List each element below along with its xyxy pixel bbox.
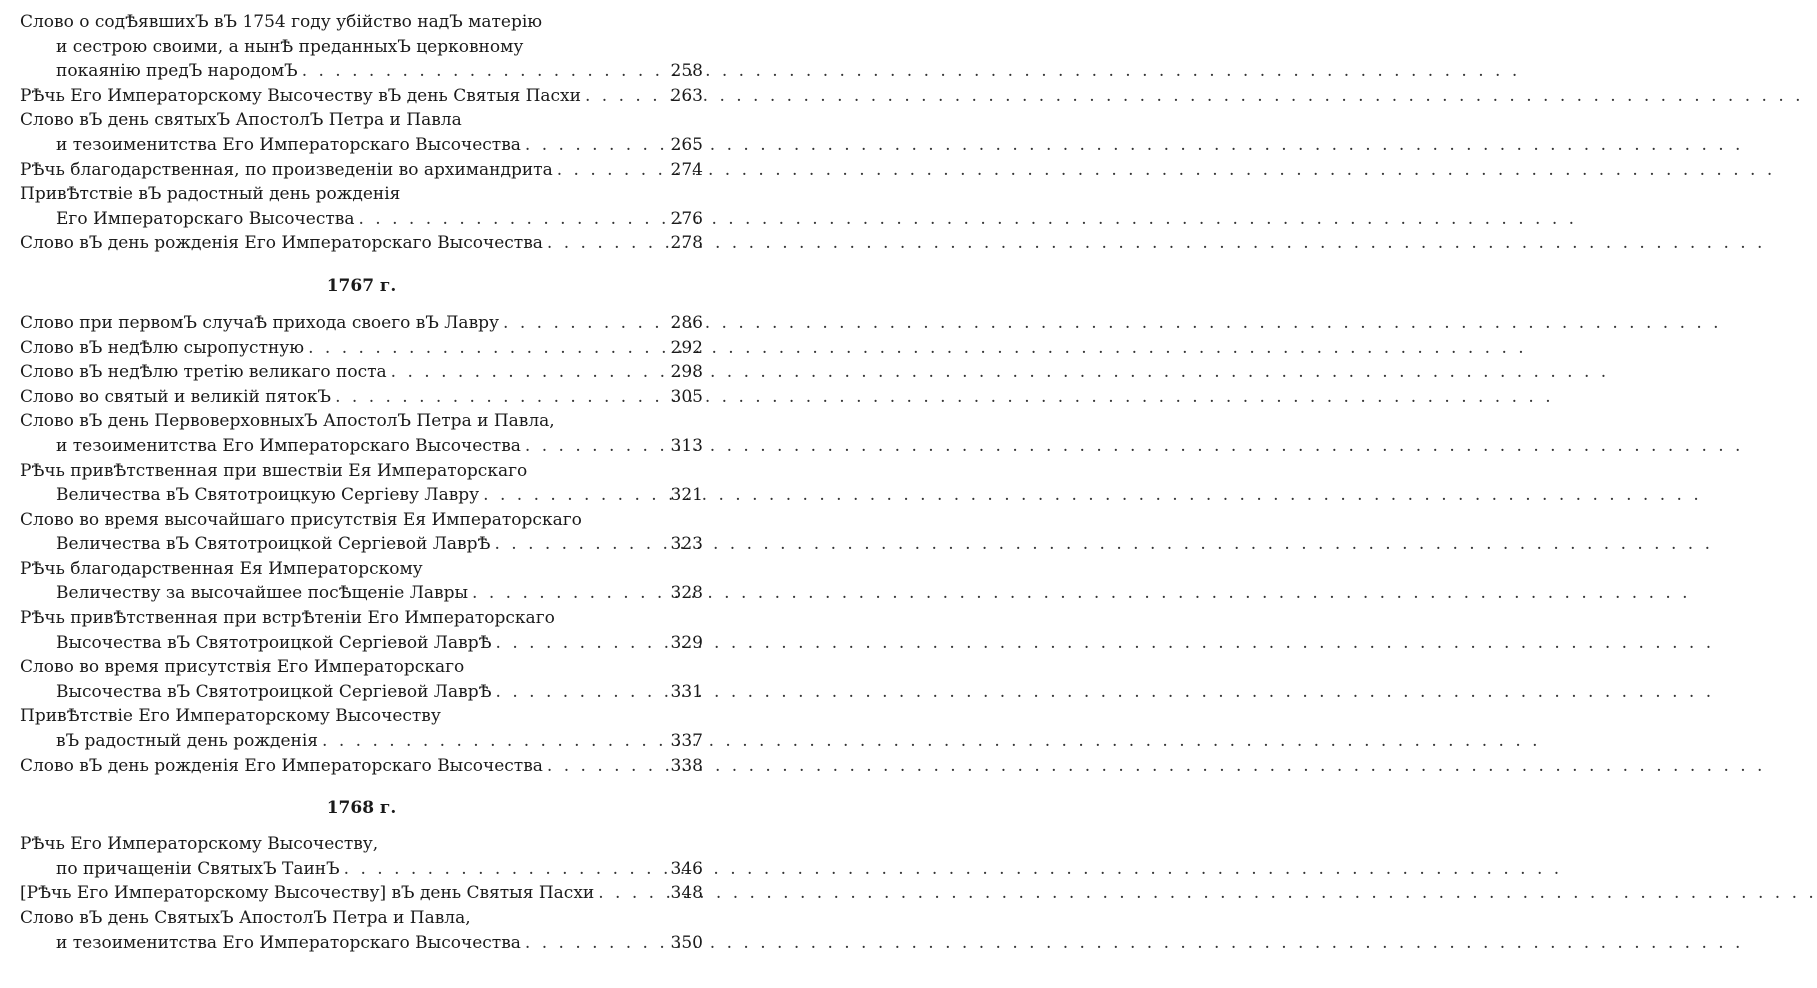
toc-group-1768 xyxy=(20,832,703,955)
entry-title-text: Слово вЪ недѢлю третію великаго поста xyxy=(20,362,387,383)
entry-title-text: Слово вЪ день святыхЪ АпостолЪ Петра и Павла xyxy=(20,110,462,131)
page-number: 298 xyxy=(670,362,703,383)
entry-title-text: РѢчь привѢтственная при вшествіи Ея Императорскаго xyxy=(20,460,528,481)
entry-title-text: Слово о содѢявшихЪ вЪ 1754 году убійство надЪ матерію xyxy=(20,12,543,32)
toc-entry-line xyxy=(20,231,703,256)
page-number: 337 xyxy=(670,731,703,752)
dot-leader xyxy=(391,360,667,385)
toc-entry-line xyxy=(20,133,703,158)
toc-entry-line xyxy=(20,360,703,385)
toc-entry xyxy=(20,655,703,704)
table-of-contents xyxy=(20,10,703,955)
dot-leader xyxy=(308,336,666,361)
toc-entry xyxy=(20,606,703,655)
toc-entry xyxy=(20,459,703,508)
page-number: 331 xyxy=(670,681,703,702)
dot-leader xyxy=(496,680,667,705)
entry-title-text: РѢчь благодарственная, по произведеніи во архимандрита xyxy=(20,159,553,180)
page-number: 258 xyxy=(670,61,703,82)
entry-title-text: Величества вЪ Святотроицкую Сергіеву Лавру xyxy=(56,485,480,506)
toc-entry xyxy=(20,182,703,231)
toc-entry-line xyxy=(20,606,703,631)
toc-entry-line xyxy=(20,729,703,754)
toc-entry-line xyxy=(20,459,703,484)
toc-entry xyxy=(20,385,703,410)
toc-entry-line xyxy=(20,207,703,232)
dot-leader xyxy=(358,207,666,232)
entry-title-text: и сестрою своими, а нынѢ преданныхЪ церковному xyxy=(56,36,524,57)
entry-title-text: РѢчь Его Императорскому Высочеству вЪ день Святыя Пасхи xyxy=(20,85,581,106)
dot-leader xyxy=(547,231,667,256)
toc-entry-line xyxy=(20,84,703,109)
toc-entry xyxy=(20,832,703,881)
entry-title-text: и тезоименитства Его Императорскаго Высочества xyxy=(56,435,521,456)
dot-leader xyxy=(483,483,666,508)
toc-entry xyxy=(20,311,703,336)
toc-entry-line xyxy=(20,857,703,882)
toc-entry-line xyxy=(20,557,703,582)
page-number: 305 xyxy=(670,386,703,407)
dot-leader xyxy=(503,311,667,336)
toc-entry-line xyxy=(20,311,703,336)
entry-title-text: ПривѢтствіе вЪ радостный день рожденія xyxy=(20,184,401,205)
toc-entry xyxy=(20,557,703,606)
toc-entry-line xyxy=(20,158,703,183)
toc-entry xyxy=(20,108,703,157)
toc-entry-line xyxy=(20,704,703,729)
entry-title-text: Его Императорскаго Высочества xyxy=(56,208,355,229)
toc-entry xyxy=(20,704,703,753)
toc-entry-line xyxy=(20,832,703,857)
toc-entry xyxy=(20,10,703,84)
dot-leader xyxy=(525,434,667,459)
toc-entry-line xyxy=(20,581,703,606)
toc-entry-line xyxy=(20,881,703,906)
toc-entry-line xyxy=(20,532,703,557)
toc-entry-line xyxy=(20,59,703,84)
toc-entry xyxy=(20,508,703,557)
entry-title-text: [РѢчь Его Императорскому Высочеству] вЪ день Святыя Пасхи xyxy=(20,883,595,904)
page-number: 348 xyxy=(670,883,703,904)
toc-entry-line xyxy=(20,409,703,434)
dot-leader xyxy=(547,754,667,779)
entry-title-text: Слово во время высочайшаго присутствія Ея Императорскаго xyxy=(20,509,582,530)
page-number: 313 xyxy=(670,435,703,456)
toc-entry-line xyxy=(20,754,703,779)
dot-leader xyxy=(472,581,667,606)
entry-title-text: Слово вЪ недѢлю сыропустную xyxy=(20,337,305,358)
toc-page xyxy=(0,0,716,988)
toc-entry-line xyxy=(20,655,703,680)
toc-entry xyxy=(20,409,703,458)
entry-title-text: Слово вЪ день ПервоверховныхЪ АпостолЪ Петра и Павла, xyxy=(20,411,555,432)
page-number: 346 xyxy=(670,858,703,879)
toc-entry-line xyxy=(20,35,703,60)
toc-entry xyxy=(20,906,703,955)
toc-entry xyxy=(20,158,703,183)
toc-group-1766 xyxy=(20,10,703,256)
page-number: 278 xyxy=(670,233,703,254)
entry-title-text: Слово вЪ день рожденія Его Императорскаго Высочества xyxy=(20,755,543,776)
toc-entry xyxy=(20,360,703,385)
entry-title-text: РѢчь благодарственная Ея Императорскому xyxy=(20,558,423,579)
entry-title-text: Величества вЪ Святотроицкой Сергіевой ЛаврѢ xyxy=(56,534,491,555)
toc-entry-line xyxy=(20,385,703,410)
toc-entry-line xyxy=(20,182,703,207)
entry-title-text: РѢчь Его Императорскому Высочеству, xyxy=(20,834,379,855)
dot-leader xyxy=(585,84,667,109)
dot-leader xyxy=(557,158,667,183)
entry-title-text: Высочества вЪ Святотроицкой Сергіевой ЛаврѢ xyxy=(56,632,492,653)
entry-title-text: покаянію предЪ народомЪ xyxy=(56,61,298,82)
entry-title-text: вЪ радостный день рожденія xyxy=(56,731,319,752)
dot-leader xyxy=(525,133,667,158)
dot-leader xyxy=(322,729,667,754)
page-number: 292 xyxy=(670,337,703,358)
toc-entry-line xyxy=(20,906,703,931)
year-heading-1768: 1768 г. xyxy=(326,798,397,819)
entry-title-text: и тезоименитства Его Императорскаго Высочества xyxy=(56,134,521,155)
entry-title-text: Слово вЪ день СвятыхЪ АпостолЪ Петра и Павла, xyxy=(20,908,471,928)
page-number: 328 xyxy=(670,583,703,604)
entry-title-text: Слово во время присутствія Его Императорскаго xyxy=(20,657,465,678)
toc-entry xyxy=(20,84,703,109)
toc-entry-line xyxy=(20,483,703,508)
entry-title-text: РѢчь привѢтственная при встрѢтеніи Его Императорскаго xyxy=(20,608,555,629)
page-number: 350 xyxy=(670,932,703,953)
toc-entry-line xyxy=(20,508,703,533)
toc-entry-line xyxy=(20,434,703,459)
page-number: 274 xyxy=(670,159,703,180)
toc-entry-line xyxy=(20,108,703,133)
dot-leader xyxy=(302,59,667,84)
toc-entry xyxy=(20,336,703,361)
page-number: 338 xyxy=(670,755,703,776)
toc-entry-line xyxy=(20,336,703,361)
toc-entry-line xyxy=(20,931,703,956)
dot-leader xyxy=(335,385,666,410)
entry-title-text: Высочества вЪ Святотроицкой Сергіевой ЛаврѢ xyxy=(56,681,492,702)
entry-title-text: Величеству за высочайшее посѢщеніе Лавры xyxy=(56,583,469,604)
page-number: 323 xyxy=(670,534,703,555)
entry-title-text: Слово при первомЪ случаѢ прихода своего вЪ Лавру xyxy=(20,312,500,333)
entry-title-text: по причащеніи СвятыхЪ ТаинЪ xyxy=(56,858,340,879)
page-number: 276 xyxy=(670,208,703,229)
page-number: 286 xyxy=(670,312,703,333)
year-heading-1767: 1767 г. xyxy=(326,275,397,296)
toc-entry-line xyxy=(20,680,703,705)
page-number: 329 xyxy=(670,632,703,653)
dot-leader xyxy=(494,532,666,557)
entry-title-text: Слово во святый и великій пятокЪ xyxy=(20,386,332,407)
dot-leader xyxy=(525,931,667,956)
entry-title-text: Слово вЪ день рожденія Его Императорскаго Высочества xyxy=(20,233,543,254)
page-number: 265 xyxy=(670,134,703,155)
dot-leader xyxy=(598,881,666,906)
toc-group-1767 xyxy=(20,311,703,778)
page-number: 263 xyxy=(670,85,703,106)
toc-entry xyxy=(20,231,703,256)
toc-entry xyxy=(20,754,703,779)
toc-entry-line xyxy=(20,631,703,656)
page-number: 321 xyxy=(670,485,703,506)
toc-entry-line xyxy=(20,10,703,35)
dot-leader xyxy=(496,631,667,656)
toc-entry xyxy=(20,881,703,906)
dot-leader xyxy=(344,857,667,882)
entry-title-text: ПривѢтствіе Его Императорскому Высочеству xyxy=(20,706,441,727)
entry-title-text: и тезоименитства Его Императорскаго Высочества xyxy=(56,932,521,953)
